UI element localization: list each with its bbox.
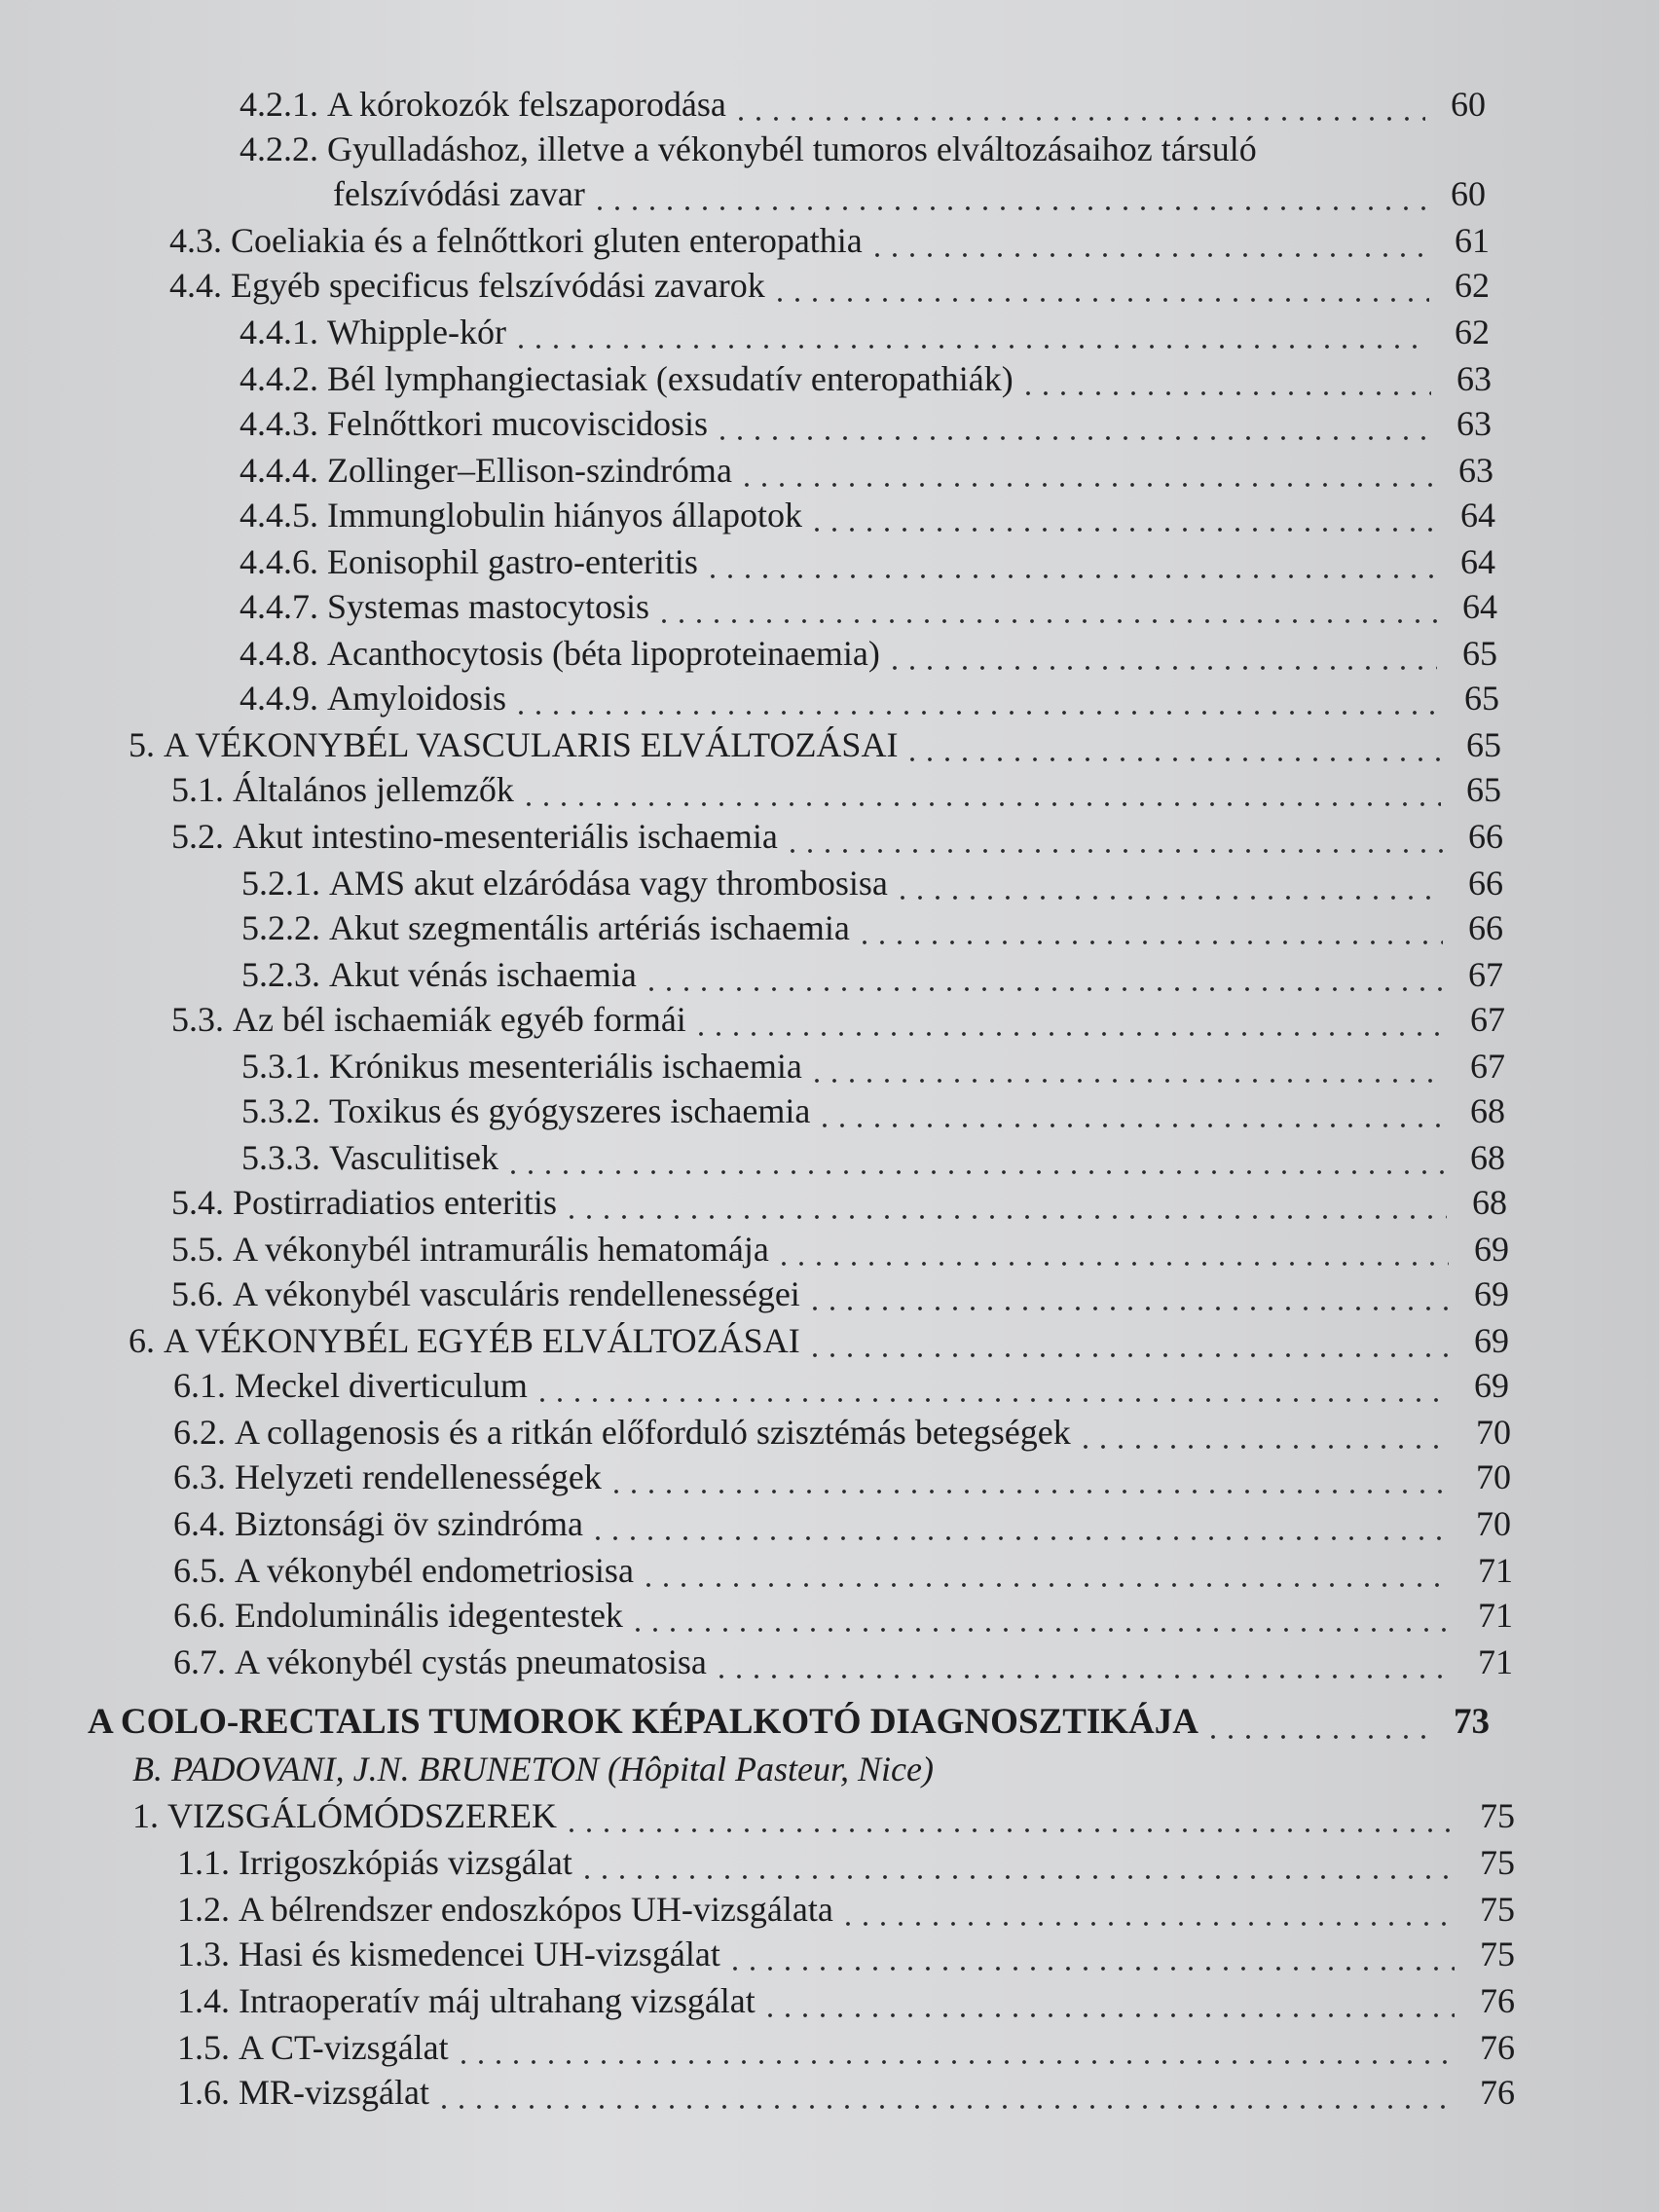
- entry-page: 70: [1476, 1413, 1511, 1452]
- entry-page: 63: [1456, 404, 1492, 443]
- entry-title: A VÉKONYBÉL VASCULARIS ELVÁLTOZÁSAI: [164, 725, 899, 764]
- entry-number: 5.2.: [171, 817, 224, 856]
- entry-page: 66: [1468, 908, 1503, 947]
- entry-title: Az bél ischaemiák egyéb formái: [233, 1000, 686, 1039]
- dot-leader: [738, 448, 1433, 493]
- dot-leader: [591, 171, 1425, 216]
- entry-number: 4.2.1.: [240, 85, 318, 124]
- toc-entry: [169, 218, 1490, 263]
- toc-part-heading: [88, 1700, 1490, 1745]
- entry-number: 5.3.: [171, 1000, 224, 1039]
- dot-leader: [894, 861, 1443, 905]
- toc-chapter: [129, 722, 1501, 767]
- entry-title: AMS akut elzáródása vagy thrombosisa: [329, 864, 888, 903]
- dot-leader: [806, 1272, 1449, 1316]
- entry-title: A kórokozók felszaporodása: [327, 85, 726, 124]
- entry-title: Helyzeti rendellenességek: [235, 1457, 602, 1496]
- part-title: A COLO-RECTALIS TUMOROK KÉPALKOTÓ DIAGNOSZTIKÁJA: [88, 1702, 1199, 1742]
- toc-entry: [240, 82, 1486, 127]
- entry-title: A vékonybél cystás pneumatosisa: [235, 1642, 707, 1681]
- entry-title: VIZSGÁLÓMÓDSZEREK: [167, 1796, 557, 1835]
- toc-entry: [240, 127, 1486, 171]
- entry-page: 70: [1476, 1504, 1511, 1543]
- toc-entry: [171, 814, 1503, 859]
- toc-entry: [241, 1088, 1505, 1133]
- entry-page: 69: [1474, 1321, 1509, 1360]
- entry-page: 60: [1451, 85, 1486, 124]
- entry-number: 5.6.: [171, 1274, 224, 1313]
- dot-leader: [640, 1548, 1453, 1593]
- entry-number: 4.4.8.: [240, 634, 318, 673]
- toc-authors: [132, 1747, 1398, 1791]
- dot-leader: [655, 584, 1437, 629]
- entry-page: 68: [1470, 1091, 1505, 1130]
- entry-number: 6.: [129, 1321, 155, 1360]
- entry-page: 64: [1460, 542, 1495, 581]
- entry-page: 65: [1466, 725, 1501, 764]
- entry-number: 1.3.: [177, 1935, 230, 1973]
- entry-number: 5.1.: [171, 770, 224, 809]
- toc-entry: [240, 401, 1492, 446]
- toc-entry: [171, 997, 1505, 1042]
- toc-entry: [240, 584, 1497, 629]
- entry-title: A collagenosis és a ritkán előforduló szisztémás betegségek: [235, 1413, 1071, 1452]
- entry-page: 66: [1468, 864, 1503, 903]
- toc-entry: [241, 905, 1503, 950]
- entry-number: 6.3.: [173, 1457, 226, 1496]
- dot-leader: [868, 218, 1429, 263]
- entry-title: Általános jellemzők: [233, 770, 514, 809]
- entry-number: 4.3.: [169, 221, 222, 260]
- toc-entry: [173, 1410, 1511, 1455]
- dot-leader: [435, 2070, 1455, 2115]
- entry-page: 64: [1462, 587, 1497, 626]
- entry-title: Eonisophil gastro-enteritis: [327, 542, 698, 581]
- toc-entry: [333, 171, 1486, 216]
- entry-title: Postirradiatios enteritis: [233, 1183, 557, 1222]
- toc-chapter: [132, 1793, 1515, 1838]
- entry-title: Whipple-kór: [327, 313, 506, 351]
- entry-page: 67: [1470, 1047, 1505, 1086]
- entry-number: 1.6.: [177, 2073, 230, 2112]
- toc-entry: [240, 676, 1499, 720]
- entry-page: 75: [1480, 1796, 1515, 1835]
- entry-number: 5.3.1.: [241, 1047, 320, 1086]
- toc-entry: [177, 1932, 1515, 1976]
- entry-page: 63: [1456, 359, 1492, 398]
- toc-entry: [177, 1840, 1515, 1885]
- entry-number: 4.4.1.: [240, 313, 318, 351]
- entry-title: Coeliakia és a felnőttkori gluten enteropathia: [231, 221, 863, 260]
- entry-title: Amyloidosis: [327, 679, 507, 718]
- dot-leader: [714, 401, 1431, 446]
- entry-number: 6.7.: [173, 1642, 226, 1681]
- entry-page: 70: [1476, 1457, 1511, 1496]
- entry-title: Immunglobulin hiányos állapotok: [327, 496, 802, 535]
- toc-entry: [240, 493, 1495, 537]
- toc-entry: [241, 861, 1503, 905]
- toc-entry: [177, 2070, 1515, 2115]
- dot-leader: [455, 2025, 1455, 2070]
- entry-title: Systemas mastocytosis: [327, 587, 649, 626]
- entry-page: 64: [1460, 496, 1495, 535]
- entry-title: Vasculitisek: [329, 1138, 498, 1177]
- toc-entry: [173, 1548, 1513, 1593]
- toc-entry: [177, 1978, 1515, 2023]
- dot-leader: [578, 1840, 1455, 1885]
- dot-leader: [1077, 1410, 1451, 1455]
- entry-page: 67: [1470, 1000, 1505, 1039]
- entry-number: 5.2.2.: [241, 908, 320, 947]
- dot-leader: [839, 1887, 1455, 1932]
- toc-entry: [173, 1593, 1513, 1638]
- entry-page: 69: [1474, 1274, 1509, 1313]
- entry-page: 62: [1455, 266, 1490, 305]
- toc-entry: [171, 1180, 1507, 1225]
- toc-entry: [171, 1272, 1509, 1316]
- entry-title: A vékonybél endometriosisa: [235, 1551, 634, 1590]
- entry-number: 4.4.2.: [240, 359, 318, 398]
- entry-page: 65: [1462, 634, 1497, 673]
- dot-leader: [512, 676, 1439, 720]
- entry-number: 4.4.6.: [240, 542, 318, 581]
- dot-leader: [608, 1455, 1451, 1499]
- entry-page: 76: [1480, 2073, 1515, 2112]
- authors-line: B. PADOVANI, J.N. BRUNETON (Hôpital Pasteur, Nice): [132, 1750, 934, 1788]
- entry-page: 65: [1464, 679, 1499, 718]
- toc-entry: [171, 1227, 1509, 1272]
- entry-number: 5.5.: [171, 1230, 224, 1269]
- entry-page: 71: [1478, 1642, 1513, 1681]
- entry-page: 66: [1468, 817, 1503, 856]
- dot-leader: [643, 952, 1443, 997]
- dot-leader: [816, 1088, 1445, 1133]
- dot-leader: [520, 767, 1441, 812]
- dot-leader: [806, 1318, 1449, 1363]
- dot-leader: [761, 1978, 1455, 2023]
- entry-page: 69: [1474, 1230, 1509, 1269]
- entry-number: 4.4.7.: [240, 587, 318, 626]
- toc-entry: [240, 631, 1497, 676]
- entry-page: 75: [1480, 1890, 1515, 1929]
- dot-leader: [726, 1932, 1455, 1976]
- dot-leader: [713, 1640, 1453, 1684]
- toc-entry: [240, 539, 1495, 584]
- entry-title: Hasi és kismedencei UH-vizsgálat: [239, 1935, 720, 1973]
- entry-title: MR-vizsgálat: [239, 2073, 429, 2112]
- toc-entry: [240, 448, 1493, 493]
- entry-title: A VÉKONYBÉL EGYÉB ELVÁLTOZÁSAI: [164, 1321, 800, 1360]
- toc-chapter: [129, 1318, 1509, 1363]
- entry-number: 4.4.9.: [240, 679, 318, 718]
- dot-leader: [692, 997, 1445, 1042]
- entry-number: 4.4.4.: [240, 451, 318, 490]
- dot-leader: [903, 722, 1441, 767]
- entry-title: Felnőttkori mucoviscidosis: [327, 404, 708, 443]
- entry-number: 5.2.1.: [241, 864, 320, 903]
- toc-entry: [173, 1501, 1511, 1546]
- dot-leader: [808, 1044, 1445, 1088]
- entry-title: Zollinger–Ellison-szindróma: [327, 451, 732, 490]
- entry-title: A bélrendszer endoszkópos UH-vizsgálata: [239, 1890, 833, 1929]
- entry-title: Akut szegmentális artériás ischaemia: [329, 908, 850, 947]
- entry-page: 63: [1458, 451, 1493, 490]
- entry-title: Intraoperatív máj ultrahang vizsgálat: [239, 1981, 756, 2020]
- dot-leader: [504, 1135, 1445, 1180]
- entry-number: 6.1.: [173, 1366, 226, 1405]
- entry-page: 68: [1470, 1138, 1505, 1177]
- dot-leader: [512, 310, 1429, 354]
- entry-title: Gyulladáshoz, illetve a vékonybél tumoros elváltozásaihoz társuló: [327, 129, 1257, 168]
- entry-number: 4.4.5.: [240, 496, 318, 535]
- dot-leader: [775, 1227, 1449, 1272]
- dot-leader: [1204, 1700, 1429, 1745]
- entry-page: 69: [1474, 1366, 1509, 1405]
- toc-entry: [177, 2025, 1515, 2070]
- dot-leader: [771, 263, 1429, 308]
- entry-page: 76: [1480, 2028, 1515, 2067]
- entry-title: Acanthocytosis (béta lipoproteinaemia): [327, 634, 880, 673]
- toc-entry: [173, 1640, 1513, 1684]
- entry-title: A vékonybél vasculáris rendellenességei: [233, 1274, 800, 1313]
- entry-number: 5.4.: [171, 1183, 224, 1222]
- toc-entry: [241, 952, 1503, 997]
- entry-title: felszívódási zavar: [333, 174, 585, 213]
- entry-number: 4.4.3.: [240, 404, 318, 443]
- entry-title: Biztonsági öv szindróma: [235, 1504, 583, 1543]
- entry-title: Irrigoszkópiás vizsgálat: [239, 1843, 572, 1882]
- entry-number: 4.2.2.: [240, 129, 318, 168]
- dot-leader: [784, 814, 1443, 859]
- entry-title: A CT-vizsgálat: [239, 2028, 449, 2067]
- entry-page: 60: [1451, 174, 1486, 213]
- toc-entry: [177, 1887, 1515, 1932]
- entry-number: 6.2.: [173, 1413, 226, 1452]
- entry-page: 75: [1480, 1843, 1515, 1882]
- entry-title: Bél lymphangiectasiak (exsudatív enteropathiák): [327, 359, 1014, 398]
- entry-number: 6.6.: [173, 1596, 226, 1635]
- entry-number: 6.5.: [173, 1551, 226, 1590]
- entry-number: 5.3.3.: [241, 1138, 320, 1177]
- entry-number: 6.4.: [173, 1504, 226, 1543]
- entry-page: 61: [1455, 221, 1490, 260]
- dot-leader: [563, 1793, 1455, 1838]
- entry-title: Akut intestino-mesenteriális ischaemia: [233, 817, 778, 856]
- entry-number: 5.2.3.: [241, 955, 320, 994]
- entry-number: 1.5.: [177, 2028, 230, 2067]
- dot-leader: [704, 539, 1435, 584]
- dot-leader: [589, 1501, 1451, 1546]
- toc-entry: [173, 1363, 1509, 1408]
- entry-page: 67: [1468, 955, 1503, 994]
- toc-entry: [169, 263, 1490, 308]
- toc-entry: [240, 356, 1492, 401]
- entry-title: Krónikus mesenteriális ischaemia: [329, 1047, 802, 1086]
- dot-leader: [629, 1593, 1453, 1638]
- entry-number: 1.: [132, 1796, 159, 1835]
- entry-number: 5.3.2.: [241, 1091, 320, 1130]
- entry-title: Akut vénás ischaemia: [329, 955, 637, 994]
- entry-page: 65: [1466, 770, 1501, 809]
- entry-page: 73: [1454, 1702, 1490, 1742]
- toc-entry: [240, 310, 1490, 354]
- entry-page: 71: [1478, 1551, 1513, 1590]
- entry-number: 4.4.: [169, 266, 222, 305]
- dot-leader: [732, 82, 1425, 127]
- toc-entry: [241, 1135, 1505, 1180]
- dot-leader: [808, 493, 1435, 537]
- dot-leader: [1019, 356, 1431, 401]
- entry-title: A vékonybél intramurális hematomája: [233, 1230, 769, 1269]
- entry-page: 75: [1480, 1935, 1515, 1973]
- entry-title: Toxikus és gyógyszeres ischaemia: [329, 1091, 811, 1130]
- entry-number: 1.1.: [177, 1843, 230, 1882]
- entry-title: Endoluminális idegentestek: [235, 1596, 623, 1635]
- entry-number: 1.4.: [177, 1981, 230, 2020]
- dot-leader: [886, 631, 1437, 676]
- entry-title: Egyéb specificus felszívódási zavarok: [231, 266, 765, 305]
- entry-title: Meckel diverticulum: [235, 1366, 528, 1405]
- entry-number: 1.2.: [177, 1890, 230, 1929]
- dot-leader: [534, 1363, 1449, 1408]
- dot-leader: [856, 905, 1443, 950]
- toc-entry: [171, 767, 1501, 812]
- entry-page: 76: [1480, 1981, 1515, 2020]
- toc-entry: [173, 1455, 1511, 1499]
- dot-leader: [563, 1180, 1447, 1225]
- toc-entry: [241, 1044, 1505, 1088]
- entry-page: 71: [1478, 1596, 1513, 1635]
- entry-page: 68: [1472, 1183, 1507, 1222]
- entry-number: 5.: [129, 725, 155, 764]
- entry-page: 62: [1455, 313, 1490, 351]
